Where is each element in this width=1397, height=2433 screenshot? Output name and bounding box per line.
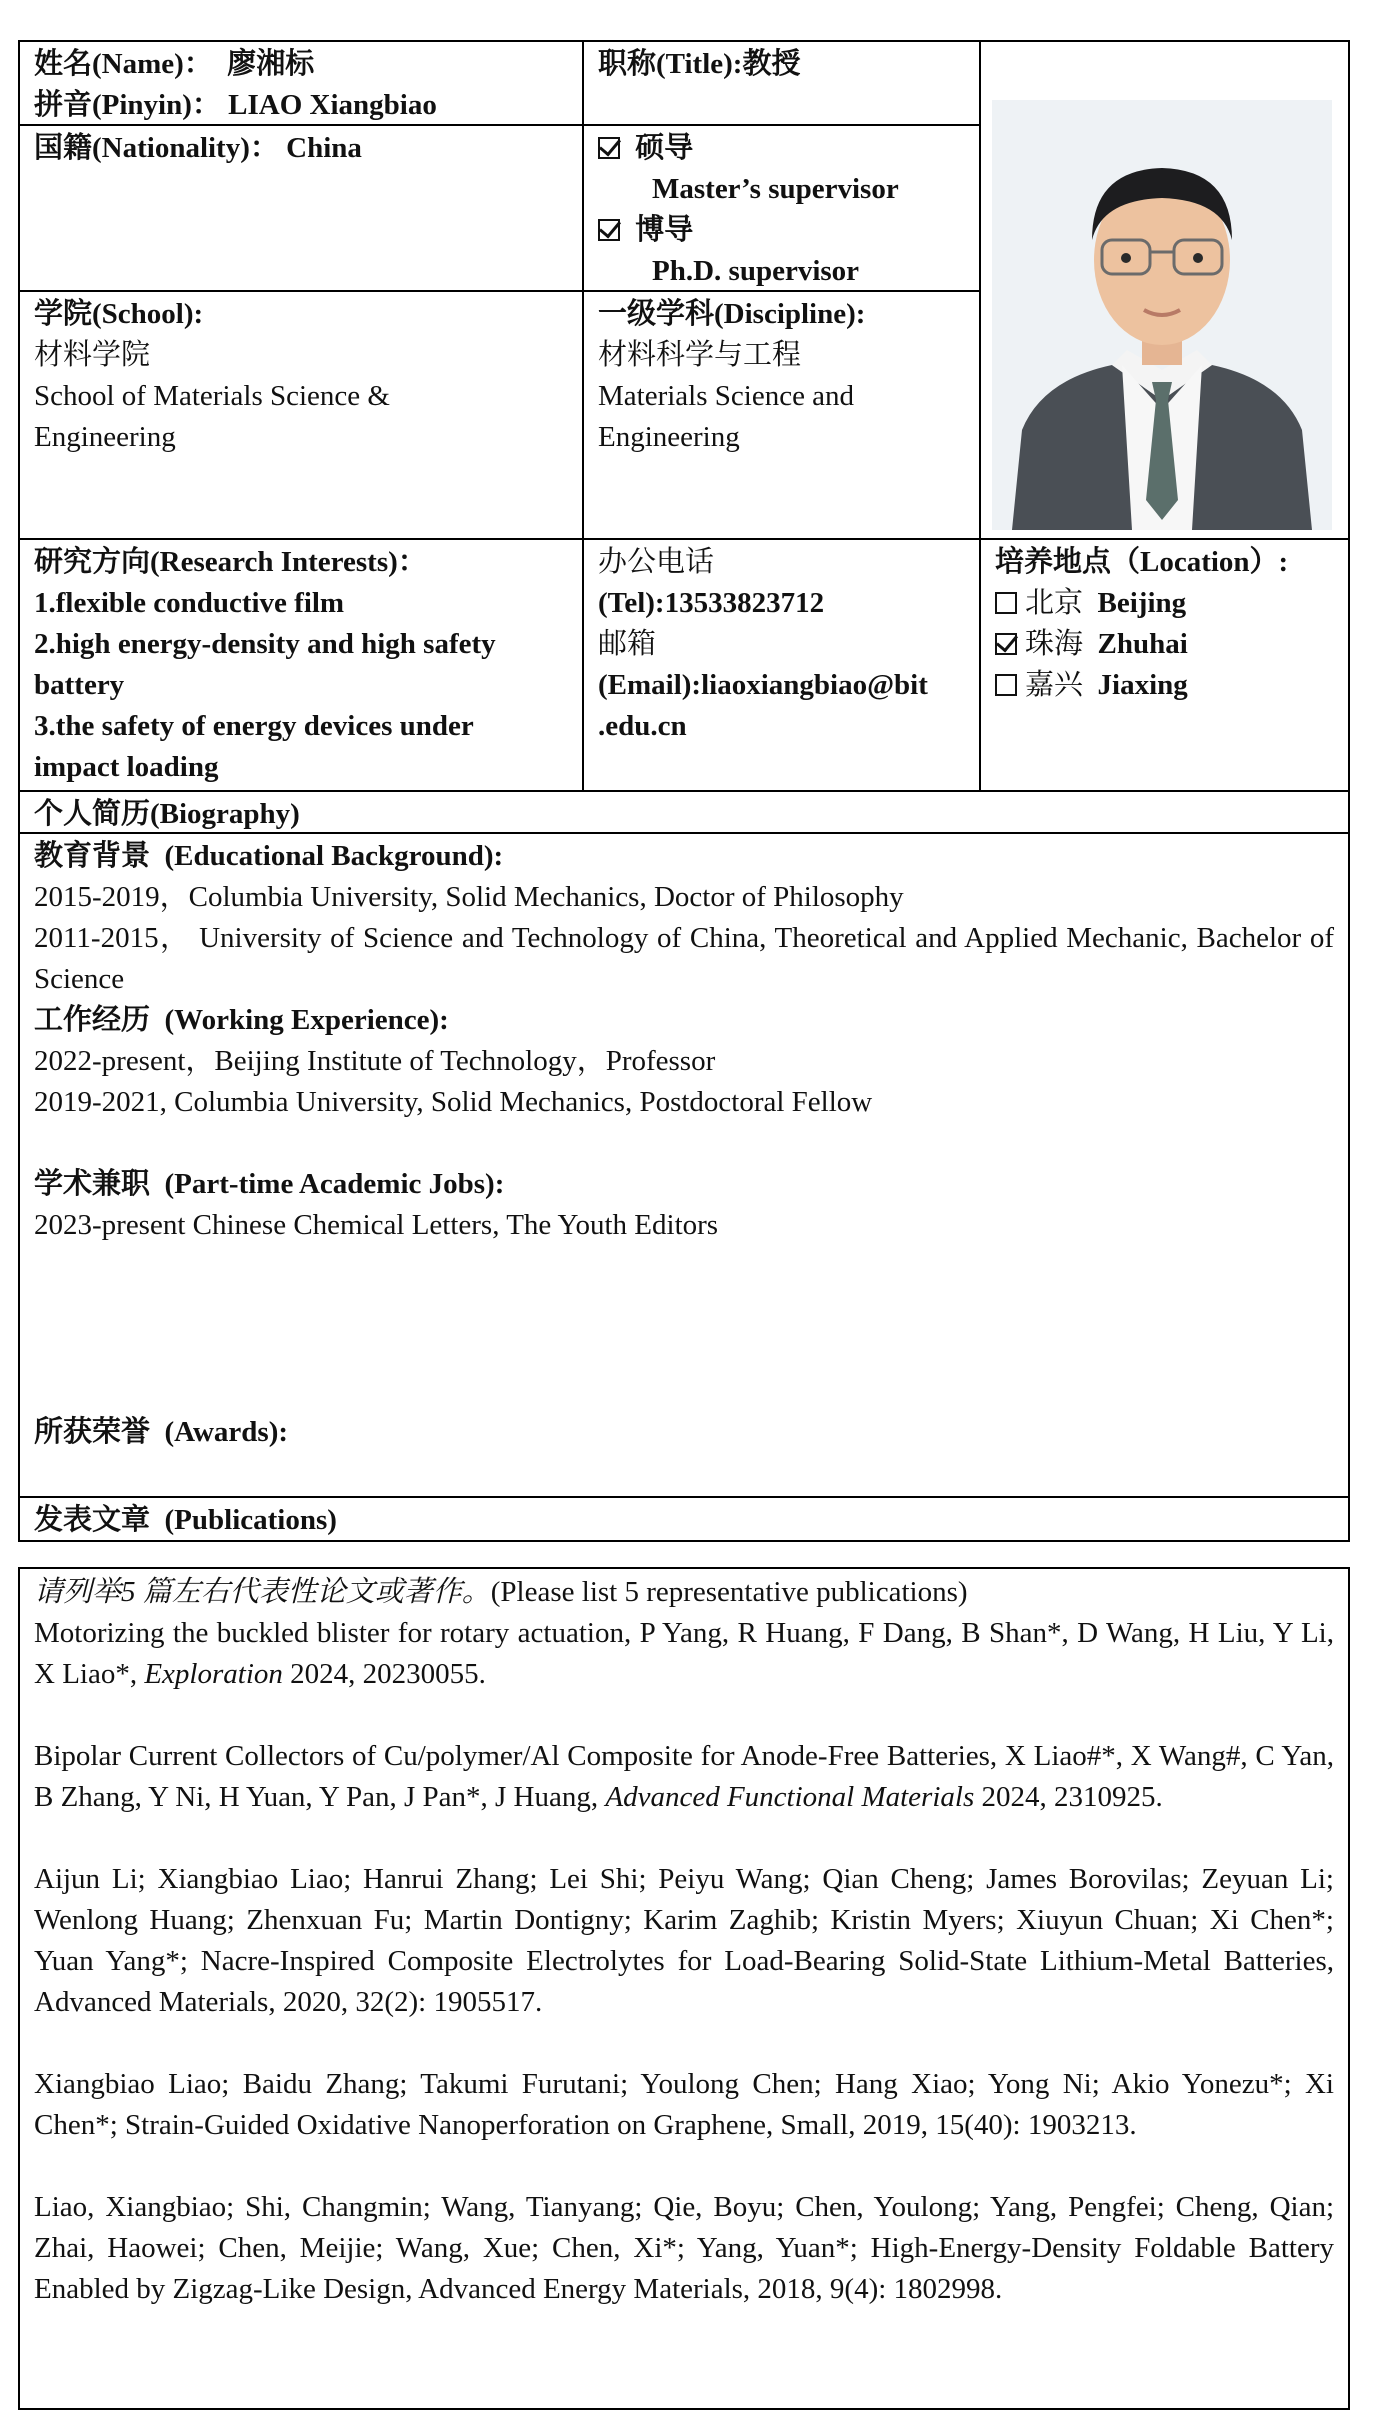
title-cell bbox=[584, 42, 979, 87]
work-label-cn: 工作经历 bbox=[34, 1004, 151, 1036]
discipline-cn: 材料科学与工程 bbox=[598, 339, 802, 371]
publication-journal: Advanced Functional Materials bbox=[605, 1781, 975, 1813]
publication-tail: 2024, 20230055. bbox=[282, 1658, 486, 1690]
location-cn: 嘉兴 bbox=[1025, 669, 1084, 701]
location-en: Zhuhai bbox=[1097, 628, 1188, 660]
edu-entry: 2015-2019，Columbia University, Solid Mechanics, Doctor of Philosophy bbox=[34, 881, 904, 913]
name-value: 廖湘标 bbox=[227, 48, 315, 80]
publications-label-en: (Publications) bbox=[164, 1504, 337, 1536]
discipline-cell bbox=[584, 292, 979, 460]
publications-header bbox=[20, 1498, 1348, 1543]
edu-entry: 2011-2015， University of Science and Technology of China, Theoretical and Applied Mechanic, Bachelor of Science bbox=[34, 922, 1342, 995]
work-label-en: (Working Experience): bbox=[164, 1004, 449, 1036]
pinyin-value: LIAO Xiangbiao bbox=[228, 89, 437, 121]
border-top bbox=[18, 1567, 1350, 1569]
publication-text: Motorizing the buckled blister for rotary actuation, P Yang, R Huang, F Dang, B Shan*, D Wang, H Liu, Y Li, X Liao*, bbox=[34, 1617, 1342, 1690]
publication-item bbox=[34, 1613, 1342, 1695]
research-item: impact loading bbox=[34, 751, 219, 783]
awards-label-en: (Awards): bbox=[164, 1416, 289, 1448]
location-cn: 北京 bbox=[1025, 587, 1084, 619]
email-value-line1[interactable]: (Email):liaoxiangbiao@bit bbox=[598, 669, 928, 701]
edu-label-en: (Educational Background): bbox=[164, 840, 504, 872]
publication-tail: 2024, 2310925. bbox=[974, 1781, 1163, 1813]
publications-label-cn: 发表文章 bbox=[34, 1504, 151, 1536]
publication-text: Bipolar Current Collectors of Cu/polymer/Al Composite for Anode‐Free Batteries, X Liao#*, X Wang#, C Yan, B Zhang, Y Ni, H Yuan, Y Pan, J Pan*, J Huang, bbox=[34, 1740, 1342, 1813]
location-checkbox-zhuhai[interactable] bbox=[995, 633, 1017, 655]
parttime-label-cn: 学术兼职 bbox=[34, 1168, 151, 1200]
tel-value[interactable]: (Tel):13533823712 bbox=[598, 587, 825, 619]
edu-label-cn: 教育背景 bbox=[34, 840, 151, 872]
research-item: 2.high energy-density and high safety bbox=[34, 628, 496, 660]
title-value: 教授 bbox=[742, 48, 801, 80]
location-en: Beijing bbox=[1097, 587, 1187, 619]
biography-body bbox=[20, 834, 1348, 1248]
publication-item: Aijun Li; Xiangbiao Liao; Hanrui Zhang; Lei Shi; Peiyu Wang; Qian Cheng; James Borovilas; Zeyuan Li; Wenlong Huang; Zhenxuan Fu; Martin Dontigny; Karim Zaghib; Kristin Myers; Xiuyun Chuan; Xi Chen*; Yuan Yang*; Nacre‐Inspired Composite Electrolytes for Load‐Bearing Solid‐State Lithium‐Metal Batteries, Advanced Materials, 2020, 32(2): 1905517. bbox=[34, 1863, 1341, 2018]
research-label: 研究方向(Research Interests)： bbox=[34, 546, 427, 578]
work-entry: 2022-present，Beijing Institute of Technology，Professor bbox=[34, 1045, 716, 1077]
nationality-label: 国籍(Nationality)： bbox=[34, 132, 279, 164]
contact-cell bbox=[584, 540, 979, 749]
location-checkbox-beijing[interactable] bbox=[995, 592, 1017, 614]
nationality-cell bbox=[20, 126, 582, 171]
publications-body bbox=[20, 1570, 1348, 2312]
portrait-photo bbox=[992, 100, 1332, 530]
email-label-cn: 邮箱 bbox=[598, 628, 657, 660]
nationality-value: China bbox=[286, 132, 362, 164]
portrait-illustration bbox=[992, 100, 1332, 530]
border-right bbox=[1348, 1567, 1350, 2410]
location-cell bbox=[981, 540, 1348, 708]
location-label: 培养地点（Location）: bbox=[995, 546, 1289, 578]
name-cell bbox=[20, 42, 582, 128]
location-checkbox-jiaxing[interactable] bbox=[995, 674, 1017, 696]
phd-checkbox[interactable] bbox=[598, 219, 620, 241]
research-item: 1.flexible conductive film bbox=[34, 587, 345, 619]
research-item: 3.the safety of energy devices under bbox=[34, 710, 474, 742]
masters-checkbox[interactable] bbox=[598, 137, 620, 159]
discipline-en-line2: Engineering bbox=[598, 421, 740, 453]
publication-item: Xiangbiao Liao; Baidu Zhang; Takumi Furutani; Youlong Chen; Hang Xiao; Yong Ni; Akio Yonezu*; Xi Chen*; Strain‐Guided Oxidative Nanoperforation on Graphene, Small, 2019, 15(40): 1903213. bbox=[34, 2068, 1342, 2141]
masters-en: Master’s supervisor bbox=[652, 173, 899, 205]
parttime-label-en: (Part-time Academic Jobs): bbox=[164, 1168, 505, 1200]
research-item: battery bbox=[34, 669, 125, 701]
publication-journal: Exploration bbox=[144, 1658, 283, 1690]
research-cell bbox=[20, 540, 582, 790]
location-en: Jiaxing bbox=[1097, 669, 1188, 701]
discipline-label: 一级学科(Discipline): bbox=[598, 298, 866, 330]
masters-cn: 硕导 bbox=[635, 132, 694, 164]
biography-label: 个人简历(Biography) bbox=[34, 798, 300, 830]
parttime-entry: 2023-present Chinese Chemical Letters, The Youth Editors bbox=[34, 1209, 719, 1241]
publication-item: Liao, Xiangbiao; Shi, Changmin; Wang, Tianyang; Qie, Boyu; Chen, Youlong; Yang, Pengfei; Cheng, Qian; Zhai, Haowei; Chen, Meijie; Wang, Xue; Chen, Xi*; Yang, Yuan*; High-Energy-Density Foldable Battery Enabled by Zigzag-Like Design, Advanced Energy Materials, 2018, 9(4): 1802998. bbox=[34, 2191, 1342, 2305]
discipline-en-line1: Materials Science and bbox=[598, 380, 855, 412]
border-bottom bbox=[18, 2408, 1350, 2410]
name-label: 姓名(Name)： bbox=[34, 48, 213, 80]
school-label: 学院(School): bbox=[34, 298, 204, 330]
publications-intro-en: (Please list 5 representative publications) bbox=[490, 1576, 968, 1608]
school-en-line1: School of Materials Science & bbox=[34, 380, 390, 412]
phd-en: Ph.D. supervisor bbox=[652, 255, 860, 287]
school-cell bbox=[20, 292, 582, 460]
biography-header bbox=[20, 792, 1348, 837]
supervisor-cell bbox=[584, 126, 979, 294]
email-value-line2[interactable]: .edu.cn bbox=[598, 710, 687, 742]
publication-item bbox=[34, 1736, 1342, 1818]
title-label: 职称(Title): bbox=[598, 48, 743, 80]
awards-row bbox=[20, 1410, 1348, 1455]
tel-label-cn: 办公电话 bbox=[598, 546, 715, 578]
school-en-line2: Engineering bbox=[34, 421, 176, 453]
location-cn: 珠海 bbox=[1025, 628, 1084, 660]
phd-cn: 博导 bbox=[635, 214, 694, 246]
school-cn: 材料学院 bbox=[34, 339, 151, 371]
pinyin-label: 拼音(Pinyin)： bbox=[34, 89, 221, 121]
awards-label-cn: 所获荣誉 bbox=[34, 1416, 151, 1448]
publications-intro-cn: 请列举5 篇左右代表性论文或著作。 bbox=[34, 1576, 491, 1608]
work-entry: 2019-2021, Columbia University, Solid Mechanics, Postdoctoral Fellow bbox=[34, 1086, 873, 1118]
